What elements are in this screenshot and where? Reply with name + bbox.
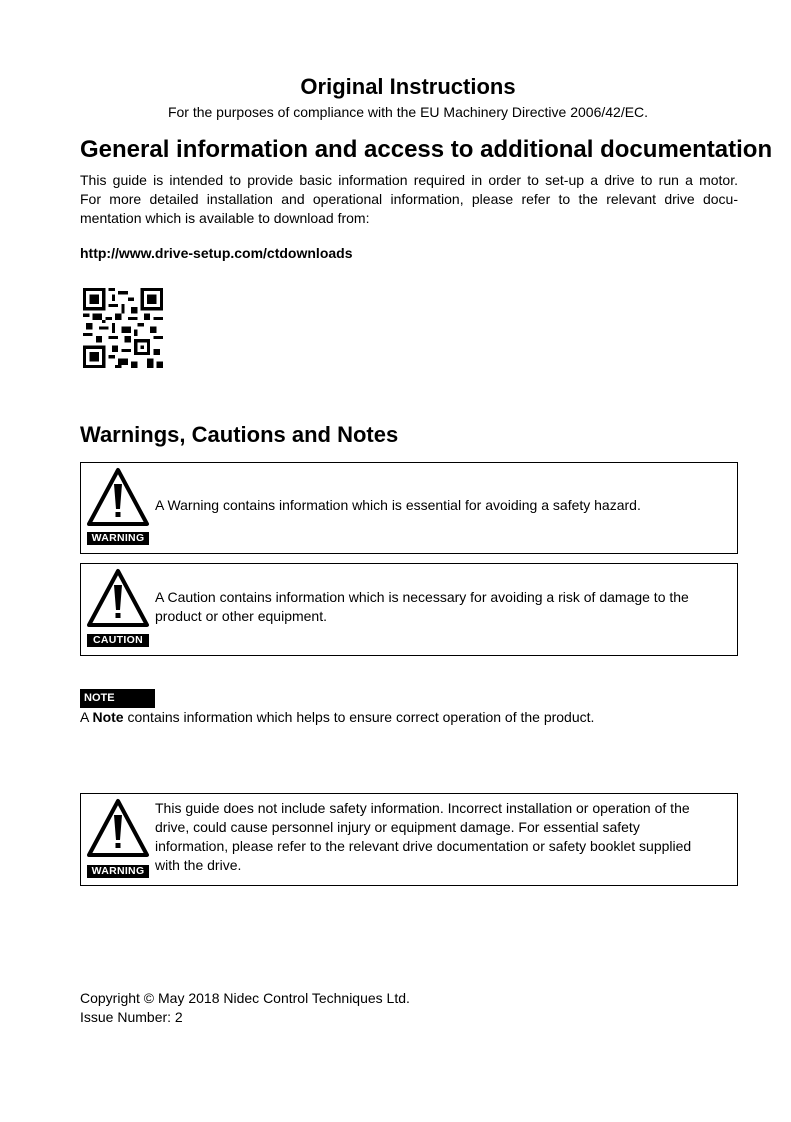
caution-label: CAUTION <box>87 634 149 647</box>
safety-text-line: with the drive. <box>155 857 242 873</box>
warning-text-line: A Warning contains information which is essential for avoiding a safety hazard. <box>155 497 641 513</box>
qr-code-icon <box>83 288 163 368</box>
safety-text-line: drive, could cause personnel injury or equipment damage. For essential safety <box>155 819 640 835</box>
note-prefix: A <box>80 709 93 725</box>
caution-text-line: A Caution contains information which is necessary for avoiding a risk of damage to the <box>155 589 689 605</box>
warning-label: WARNING <box>87 532 149 545</box>
issue-number: Issue Number: 2 <box>80 1009 183 1025</box>
general-info-paragraph <box>80 171 738 228</box>
warning-triangle-icon <box>86 467 150 527</box>
copyright-block <box>80 989 410 1027</box>
caution-box <box>80 563 738 656</box>
caution-text-line: product or other equipment. <box>155 608 327 624</box>
paragraph-line: For more detailed installation and operational information, please refer to the relevant drive docu- <box>80 191 738 207</box>
note-bold-word: Note <box>92 709 124 725</box>
safety-text-line: This guide does not include safety information. Incorrect installation or operation of the <box>155 800 690 816</box>
download-link[interactable]: http://www.drive-setup.com/ctdownloads <box>80 245 353 261</box>
warning-triangle-icon <box>86 798 150 858</box>
safety-warning-label: WARNING <box>87 865 149 878</box>
paragraph-line: mentation which is available to download from: <box>80 210 370 226</box>
safety-warning-text <box>155 799 691 875</box>
safety-text-line: information, please refer to the relevant drive documentation or safety booklet supplied <box>155 838 692 854</box>
warning-text <box>155 496 641 515</box>
compliance-subtitle: For the purposes of compliance with the EU Machinery Directive 2006/42/EC. <box>167 104 649 120</box>
copyright-line: Copyright © May 2018 Nidec Control Techniques Ltd. <box>80 990 410 1006</box>
page-title: Original Instructions <box>300 74 516 99</box>
note-text <box>80 709 594 725</box>
caution-triangle-icon <box>86 568 150 628</box>
note-label: NOTE <box>80 689 155 708</box>
paragraph-line: This guide is intended to provide basic information required in order to set-up a drive to run a motor. <box>80 172 738 188</box>
warning-box <box>80 462 738 554</box>
general-info-heading: General information and access to additional documentation <box>80 136 773 163</box>
warnings-heading: Warnings, Cautions and Notes <box>80 422 399 447</box>
caution-text <box>155 588 689 626</box>
safety-warning-box <box>80 793 738 886</box>
note-rest: contains information which helps to ensure correct operation of the product. <box>123 709 595 725</box>
